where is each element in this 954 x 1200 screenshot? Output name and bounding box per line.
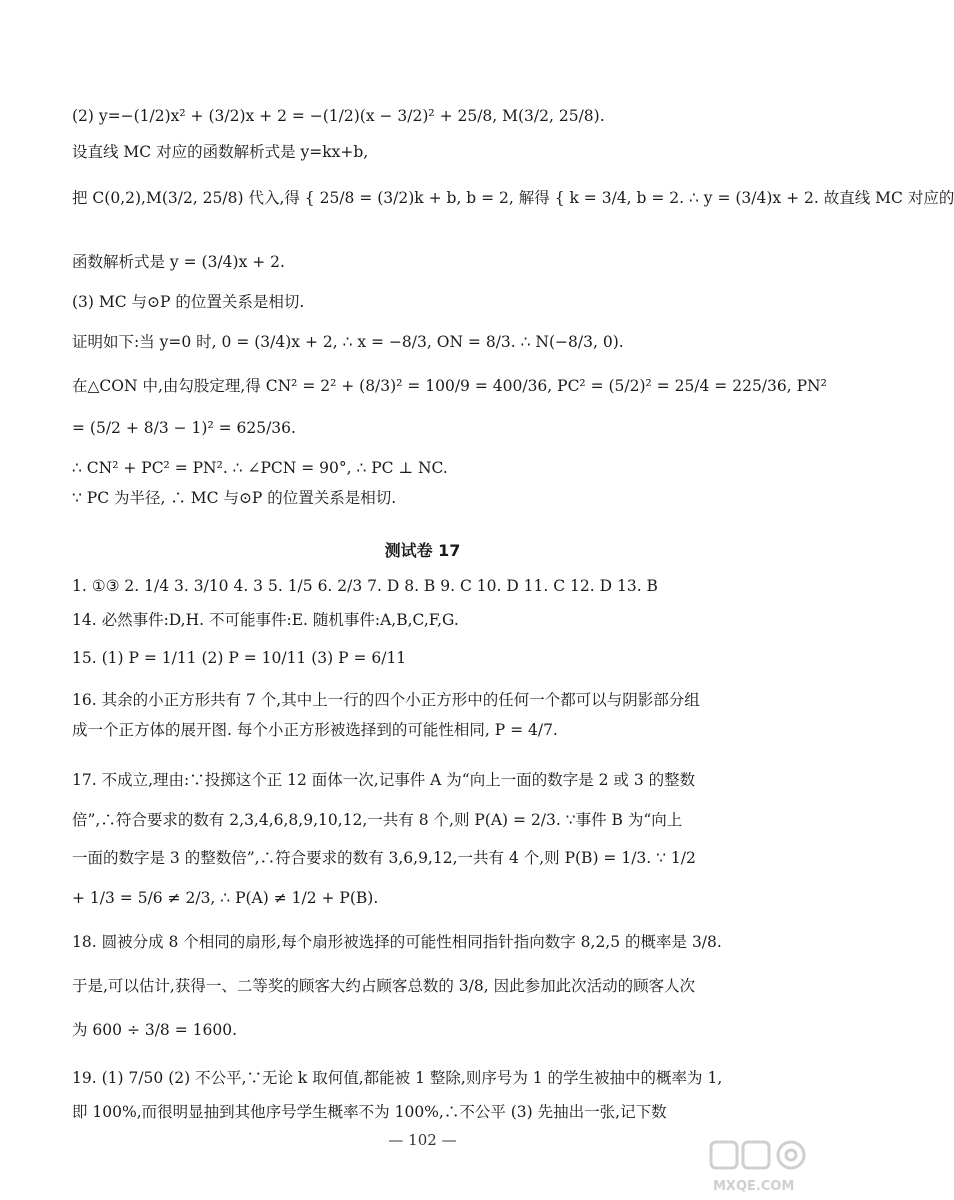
- text-line: (3) MC 与⊙P 的位置关系是相切.: [72, 293, 305, 311]
- text-line: 函数解析式是 y = (3/4)x + 2.: [72, 253, 285, 271]
- text-line: 把 C(0,2),M(3/2, 25/8) 代入,得 { 25/8 = (3/2)k + b, b = 2, 解得 { k = 3/4, b = 2. ∴ y = (3/4)x + 2. 故直线 MC 对应的: [72, 189, 954, 207]
- text-line: 倍”,∴符合要求的数有 2,3,4,6,8,9,10,12,一共有 8 个,则 P(A) = 2/3. ∵事件 B 为“向上: [72, 811, 683, 829]
- text-line: 15. (1) P = 1/11 (2) P = 10/11 (3) P = 6/11: [72, 649, 407, 667]
- text-line: 17. 不成立,理由:∵投掷这个正 12 面体一次,记事件 A 为“向上一面的数字是 2 或 3 的整数: [72, 771, 696, 789]
- text-line: 一面的数字是 3 的整数倍”,∴符合要求的数有 3,6,9,12,一共有 4 个,则 P(B) = 1/3. ∵ 1/2: [72, 849, 696, 867]
- text-line: (2) y=−(1/2)x² + (3/2)x + 2 = −(1/2)(x − 3/2)² + 25/8, M(3/2, 25/8).: [72, 107, 605, 125]
- text-line: ∴ CN² + PC² = PN². ∴ ∠PCN = 90°, ∴ PC ⊥ NC.: [72, 459, 448, 477]
- text-line: + 1/3 = 5/6 ≠ 2/3, ∴ P(A) ≠ 1/2 + P(B).: [72, 889, 379, 907]
- text-line: 即 100%,而很明显抽到其他序号学生概率不为 100%,∴不公平 (3) 先抽出一张,记下数: [72, 1103, 667, 1121]
- page-number: — 102 —: [388, 1131, 457, 1149]
- text-line: 16. 其余的小正方形共有 7 个,其中上一行的四个小正方形中的任何一个都可以与阴影部分组: [72, 691, 700, 709]
- watermark-icon: [705, 1136, 835, 1196]
- text-line: 在△CON 中,由勾股定理,得 CN² = 2² + (8/3)² = 100/9 = 400/36, PC² = (5/2)² = 25/4 = 225/36, PN²: [72, 377, 827, 395]
- text-line: 14. 必然事件:D,H. 不可能事件:E. 随机事件:A,B,C,F,G.: [72, 611, 459, 629]
- text-line: 于是,可以估计,获得一、二等奖的顾客大约占顾客总数的 3/8, 因此参加此次活动的顾客人次: [72, 977, 696, 995]
- text-line: 1. ①③ 2. 1/4 3. 3/10 4. 3 5. 1/5 6. 2/3 7. D 8. B 9. C 10. D 11. C 12. D 13. B: [72, 577, 658, 595]
- svg-text:MXQE.COM: MXQE.COM: [713, 1179, 795, 1194]
- text-line: 18. 圆被分成 8 个相同的扇形,每个扇形被选择的可能性相同指针指向数字 8,2,5 的概率是 3/8.: [72, 933, 722, 951]
- watermark-logo: [705, 1136, 835, 1196]
- text-line: 19. (1) 7/50 (2) 不公平,∵无论 k 取何值,都能被 1 整除,则序号为 1 的学生被抽中的概率为 1,: [72, 1069, 723, 1087]
- text-line: = (5/2 + 8/3 − 1)² = 625/36.: [72, 419, 296, 437]
- text-line: 证明如下:当 y=0 时, 0 = (3/4)x + 2, ∴ x = −8/3, ON = 8/3. ∴ N(−8/3, 0).: [72, 333, 624, 351]
- section-title: 测试卷 17: [384, 541, 461, 560]
- text-line: 成一个正方体的展开图. 每个小正方形被选择到的可能性相同, P = 4/7.: [72, 721, 558, 739]
- text-line: ∵ PC 为半径, ∴ MC 与⊙P 的位置关系是相切.: [72, 489, 397, 507]
- text-line: 为 600 ÷ 3/8 = 1600.: [72, 1021, 238, 1039]
- text-line: 设直线 MC 对应的函数解析式是 y=kx+b,: [72, 143, 369, 161]
